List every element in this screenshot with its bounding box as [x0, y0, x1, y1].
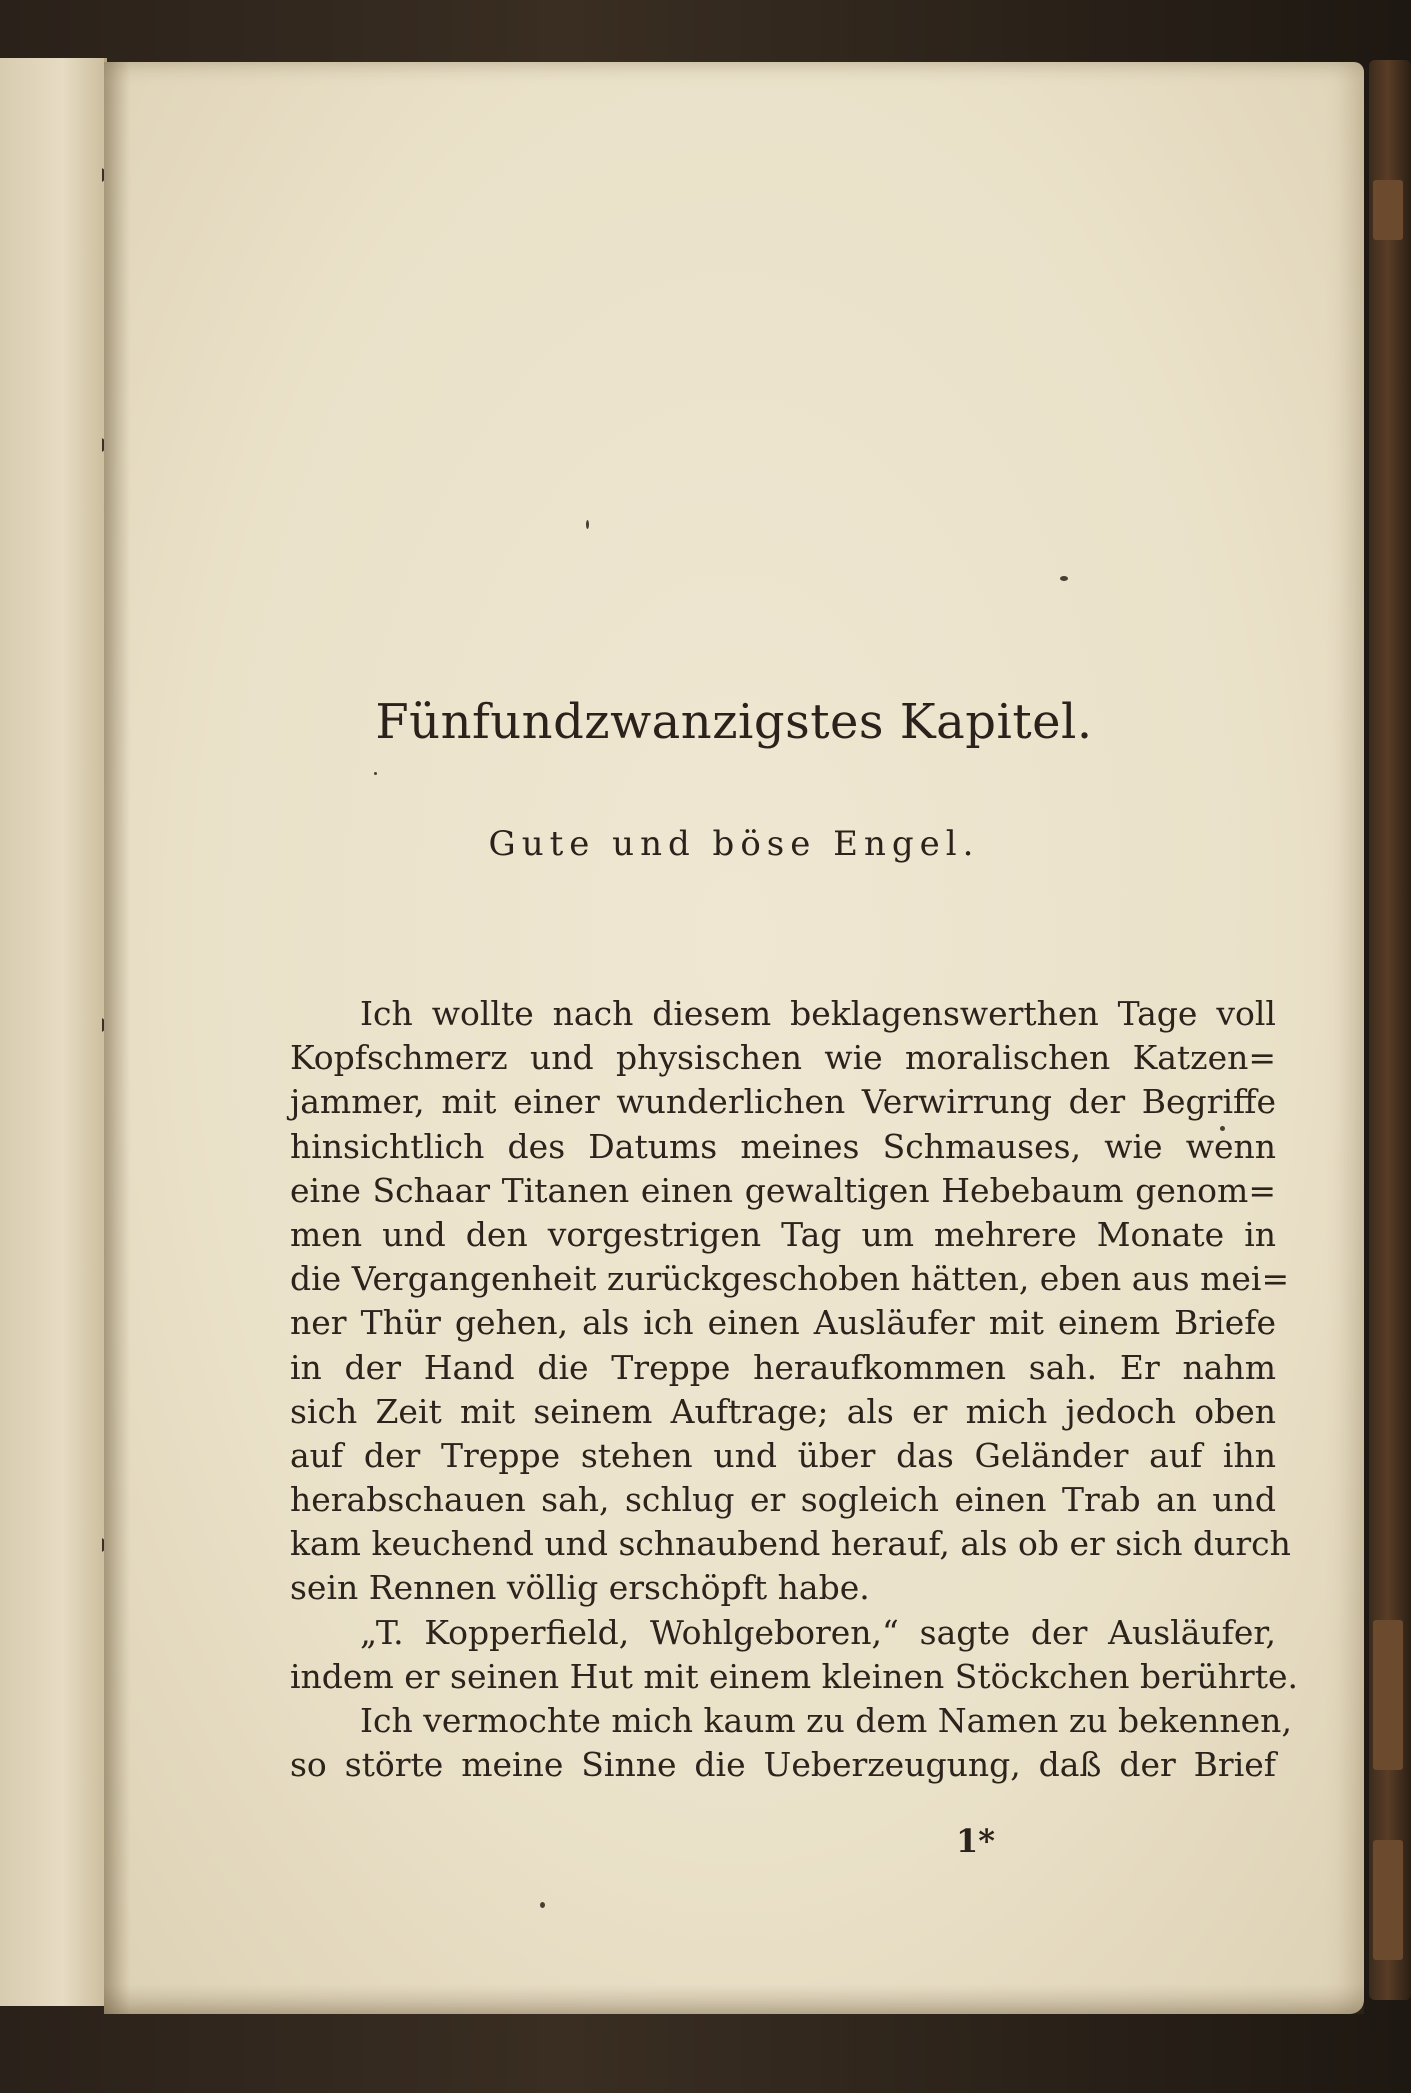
text-line: ner Thür gehen, als ich einen Ausläufer mit einem Briefe — [290, 1303, 1276, 1343]
chapter-subtitle: Gute und böse Engel. — [488, 824, 980, 864]
text-line: sein Rennen völlig erschöpft habe. — [290, 1568, 870, 1608]
text-line: „T. Kopperfield, Wohlgeboren,“ sagte der Ausläufer, — [360, 1612, 1276, 1652]
text-line: men und den vorgestrigen Tag um mehrere Monate in — [290, 1214, 1276, 1254]
cover-wear — [1373, 1840, 1403, 1960]
paper-speck — [540, 1902, 545, 1908]
text-line: kam keuchend und schnaubend herauf, als ob er sich durch — [290, 1524, 1291, 1564]
text-line: indem er seinen Hut mit einem kleinen Stöckchen berührte. — [290, 1656, 1298, 1696]
text-line: hinsichtlich des Datums meines Schmauses, wie wenn — [290, 1126, 1276, 1166]
page-folio: 1* — [956, 1822, 995, 1860]
body-text — [290, 992, 1298, 1787]
text-line: so störte meine Sinne die Ueberzeugung, daß der Brief — [290, 1745, 1276, 1785]
text-line: jammer, mit einer wunderlichen Verwirrung der Begriffe — [290, 1082, 1276, 1122]
paper-speck — [1060, 576, 1068, 581]
page-bottom-shadow — [104, 1984, 1364, 2014]
gutter-shadow — [104, 62, 130, 2014]
book-page — [104, 62, 1364, 2014]
cover-wear — [1373, 1620, 1403, 1770]
chapter-title: Fünfundzwanzigstes Kapitel. — [375, 694, 1093, 750]
text-line: in der Hand die Treppe heraufkommen sah. Er nahm — [290, 1347, 1276, 1387]
text-line: sich Zeit mit seinem Auftrage; als er mich jedoch oben — [290, 1391, 1276, 1431]
text-line: Ich vermochte mich kaum zu dem Namen zu bekennen, — [360, 1701, 1292, 1740]
text-line: eine Schaar Titanen einen gewaltigen Hebebaum genom= — [290, 1170, 1276, 1210]
text-line: Kopfschmerz und physischen wie moralischen Katzen= — [290, 1038, 1276, 1078]
facing-page-edge — [0, 58, 107, 2006]
text-line: die Vergangenheit zurückgeschoben hätten, eben aus mei= — [290, 1259, 1290, 1299]
paper-speck — [586, 520, 589, 529]
text-line: auf der Treppe stehen und über das Geländer auf ihn — [290, 1435, 1276, 1475]
cover-wear — [1373, 180, 1403, 240]
text-line: Ich wollte nach diesem beklagenswerthen Tage voll — [360, 994, 1276, 1033]
cover-edge — [1369, 60, 1411, 2000]
paper-speck — [374, 772, 377, 775]
text-line: herabschauen sah, schlug er sogleich einen Trab an und — [290, 1480, 1276, 1520]
